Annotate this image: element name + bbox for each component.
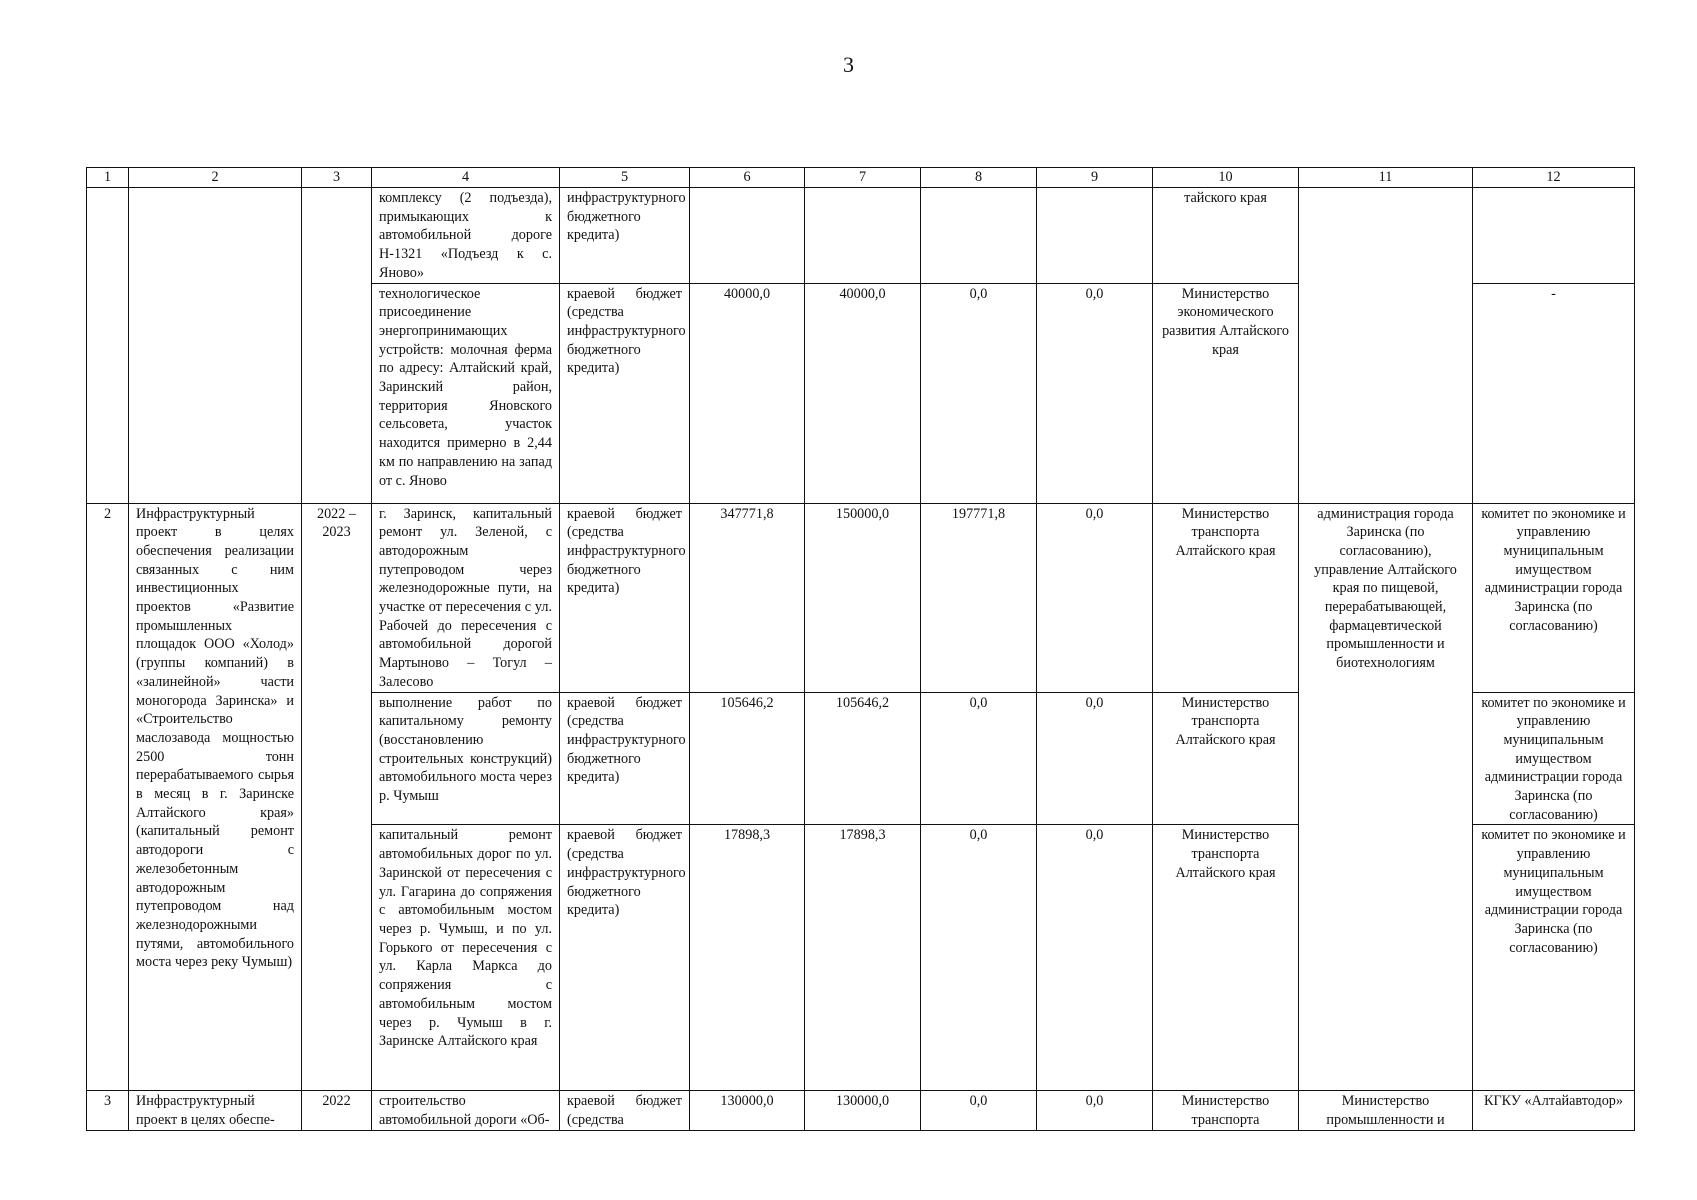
column-header: 1 [87, 168, 129, 188]
executor-cell: Министерство экономического развития Алтайского края [1153, 283, 1299, 503]
executor-cell: Министерство транспорта [1153, 1091, 1299, 1131]
column-header: 5 [560, 168, 690, 188]
years-cell: 2022 – 2023 [302, 503, 372, 1091]
participant-cell: комитет по экономике и управлению муниципальным имуществом администрации города Заринска (по согласованию) [1473, 503, 1635, 692]
total-cell: 130000,0 [690, 1091, 805, 1131]
program-table [86, 167, 1634, 1129]
activity-cell: г. Заринск, капитальный ремонт ул. Зеленой, с автодорожным путепроводом через железнодорожные пути, на участке от пересечения с ул. Рабочей до пересечения с автомобильной дорогой Мартыново – Тогул – Залесово [372, 503, 560, 692]
years-cell: 2022 [302, 1091, 372, 1131]
funding-source-cell: краевой бюджет (средства [560, 1091, 690, 1131]
executor-cell: Министерство транспорта Алтайского края [1153, 825, 1299, 1091]
funding-source-cell: краевой бюджет (средства инфраструктурного бюджетного кредита) [560, 503, 690, 692]
coexecutor-cell: Министерство промышленности и [1299, 1091, 1473, 1131]
column-header: 10 [1153, 168, 1299, 188]
participant-cell: комитет по экономике и управлению муниципальным имуществом администрации города Заринска (по согласованию) [1473, 825, 1635, 1091]
column-header: 8 [921, 168, 1037, 188]
funding-source-cell: краевой бюджет (средства инфраструктурного бюджетного кредита) [560, 825, 690, 1091]
amount-cell [1037, 188, 1153, 284]
table-header-row [87, 168, 1635, 188]
amount-cell: 150000,0 [805, 503, 921, 692]
column-header: 4 [372, 168, 560, 188]
executor-cell: Министерство транспорта Алтайского края [1153, 692, 1299, 825]
column-header: 12 [1473, 168, 1635, 188]
column-header: 6 [690, 168, 805, 188]
funding-source-cell: инфраструктурного бюджетного кредита) [560, 188, 690, 284]
table-row [87, 503, 1635, 692]
activity-cell: капитальный ремонт автомобильных дорог по ул. Заринской от пересечения с ул. Гагарина до сопряжения с автомобильным мостом через р. Чумыш, и по ул. Горького от пересечения с ул. Карла Маркса до сопряжения с автомобильным мостом через р. Чумыш в г. Заринске Алтайского края [372, 825, 560, 1091]
row-number-cell: 2 [87, 503, 129, 1091]
funding-source-cell: краевой бюджет (средства инфраструктурного бюджетного кредита) [560, 283, 690, 503]
amount-cell: 0,0 [1037, 1091, 1153, 1131]
total-cell: 347771,8 [690, 503, 805, 692]
amount-cell: 130000,0 [805, 1091, 921, 1131]
amount-cell: 0,0 [921, 825, 1037, 1091]
column-header: 9 [1037, 168, 1153, 188]
column-header: 11 [1299, 168, 1473, 188]
amount-cell: 197771,8 [921, 503, 1037, 692]
total-cell: 40000,0 [690, 283, 805, 503]
project-name-cell: Инфраструктурный проект в целях обеспе- [129, 1091, 302, 1131]
total-cell: 105646,2 [690, 692, 805, 825]
table-row [87, 1091, 1635, 1131]
amount-cell: 0,0 [1037, 825, 1153, 1091]
executor-cell: тайского края [1153, 188, 1299, 284]
participant-cell [1473, 188, 1635, 284]
column-header: 2 [129, 168, 302, 188]
coexecutor-cell: администрация города Заринска (по согласованию), управление Алтайского края по пищевой, перерабатывающей, фармацевтической промышленности и биотехнологиям [1299, 503, 1473, 1091]
participant-cell: комитет по экономике и управлению муниципальным имуществом администрации города Заринска (по согласованию) [1473, 692, 1635, 825]
coexecutor-cell [1299, 188, 1473, 504]
project-name-cell: Инфраструктурный проект в целях обеспечения реализации связанных с ним инвестиционных проектов «Развитие промышленных площадок ООО «Холод» (группы компаний) в «залинейной» части моногорода Заринска» и «Строительство маслозавода мощностью 2500 тонн перерабатываемого сырья в месяц в г. Заринске Алтайского края» (капитальный ремонт автодороги с железобетонным автодорожным путепроводом над железнодорожными путями, автомобильного моста через реку Чумыш) [129, 503, 302, 1091]
amount-cell: 0,0 [921, 1091, 1037, 1131]
amount-cell: 0,0 [1037, 503, 1153, 692]
funding-source-cell: краевой бюджет (средства инфраструктурного бюджетного кредита) [560, 692, 690, 825]
amount-cell: 0,0 [1037, 692, 1153, 825]
activity-cell: выполнение работ по капитальному ремонту (восстановлению строительных конструкций) автомобильного моста через р. Чумыш [372, 692, 560, 825]
amount-cell: 105646,2 [805, 692, 921, 825]
total-cell [690, 188, 805, 284]
years-cell [302, 188, 372, 504]
participant-cell: КГКУ «Алтайавтодор» [1473, 1091, 1635, 1131]
project-name-cell [129, 188, 302, 504]
amount-cell: 40000,0 [805, 283, 921, 503]
page-number: 3 [843, 52, 854, 77]
amount-cell: 17898,3 [805, 825, 921, 1091]
participant-cell: - [1473, 283, 1635, 503]
amount-cell: 0,0 [921, 692, 1037, 825]
amount-cell [805, 188, 921, 284]
amount-cell: 0,0 [921, 283, 1037, 503]
activity-cell: технологическое присоединение энергопринимающих устройств: молочная ферма по адресу: Алтайский край, Заринский район, территория Яновского сельсовета, участок находится примерно в 2,44 км по направлению на запад от с. Яново [372, 283, 560, 503]
table-row [87, 188, 1635, 284]
amount-cell: 0,0 [1037, 283, 1153, 503]
column-header: 3 [302, 168, 372, 188]
column-header: 7 [805, 168, 921, 188]
executor-cell: Министерство транспорта Алтайского края [1153, 503, 1299, 692]
activity-cell: комплексу (2 подъезда), примыкающих к автомобильной дороге Н-1321 «Подъезд к с. Яново» [372, 188, 560, 284]
total-cell: 17898,3 [690, 825, 805, 1091]
row-number-cell: 3 [87, 1091, 129, 1131]
row-number-cell [87, 188, 129, 504]
amount-cell [921, 188, 1037, 284]
activity-cell: строительство автомобильной дороги «Об- [372, 1091, 560, 1131]
